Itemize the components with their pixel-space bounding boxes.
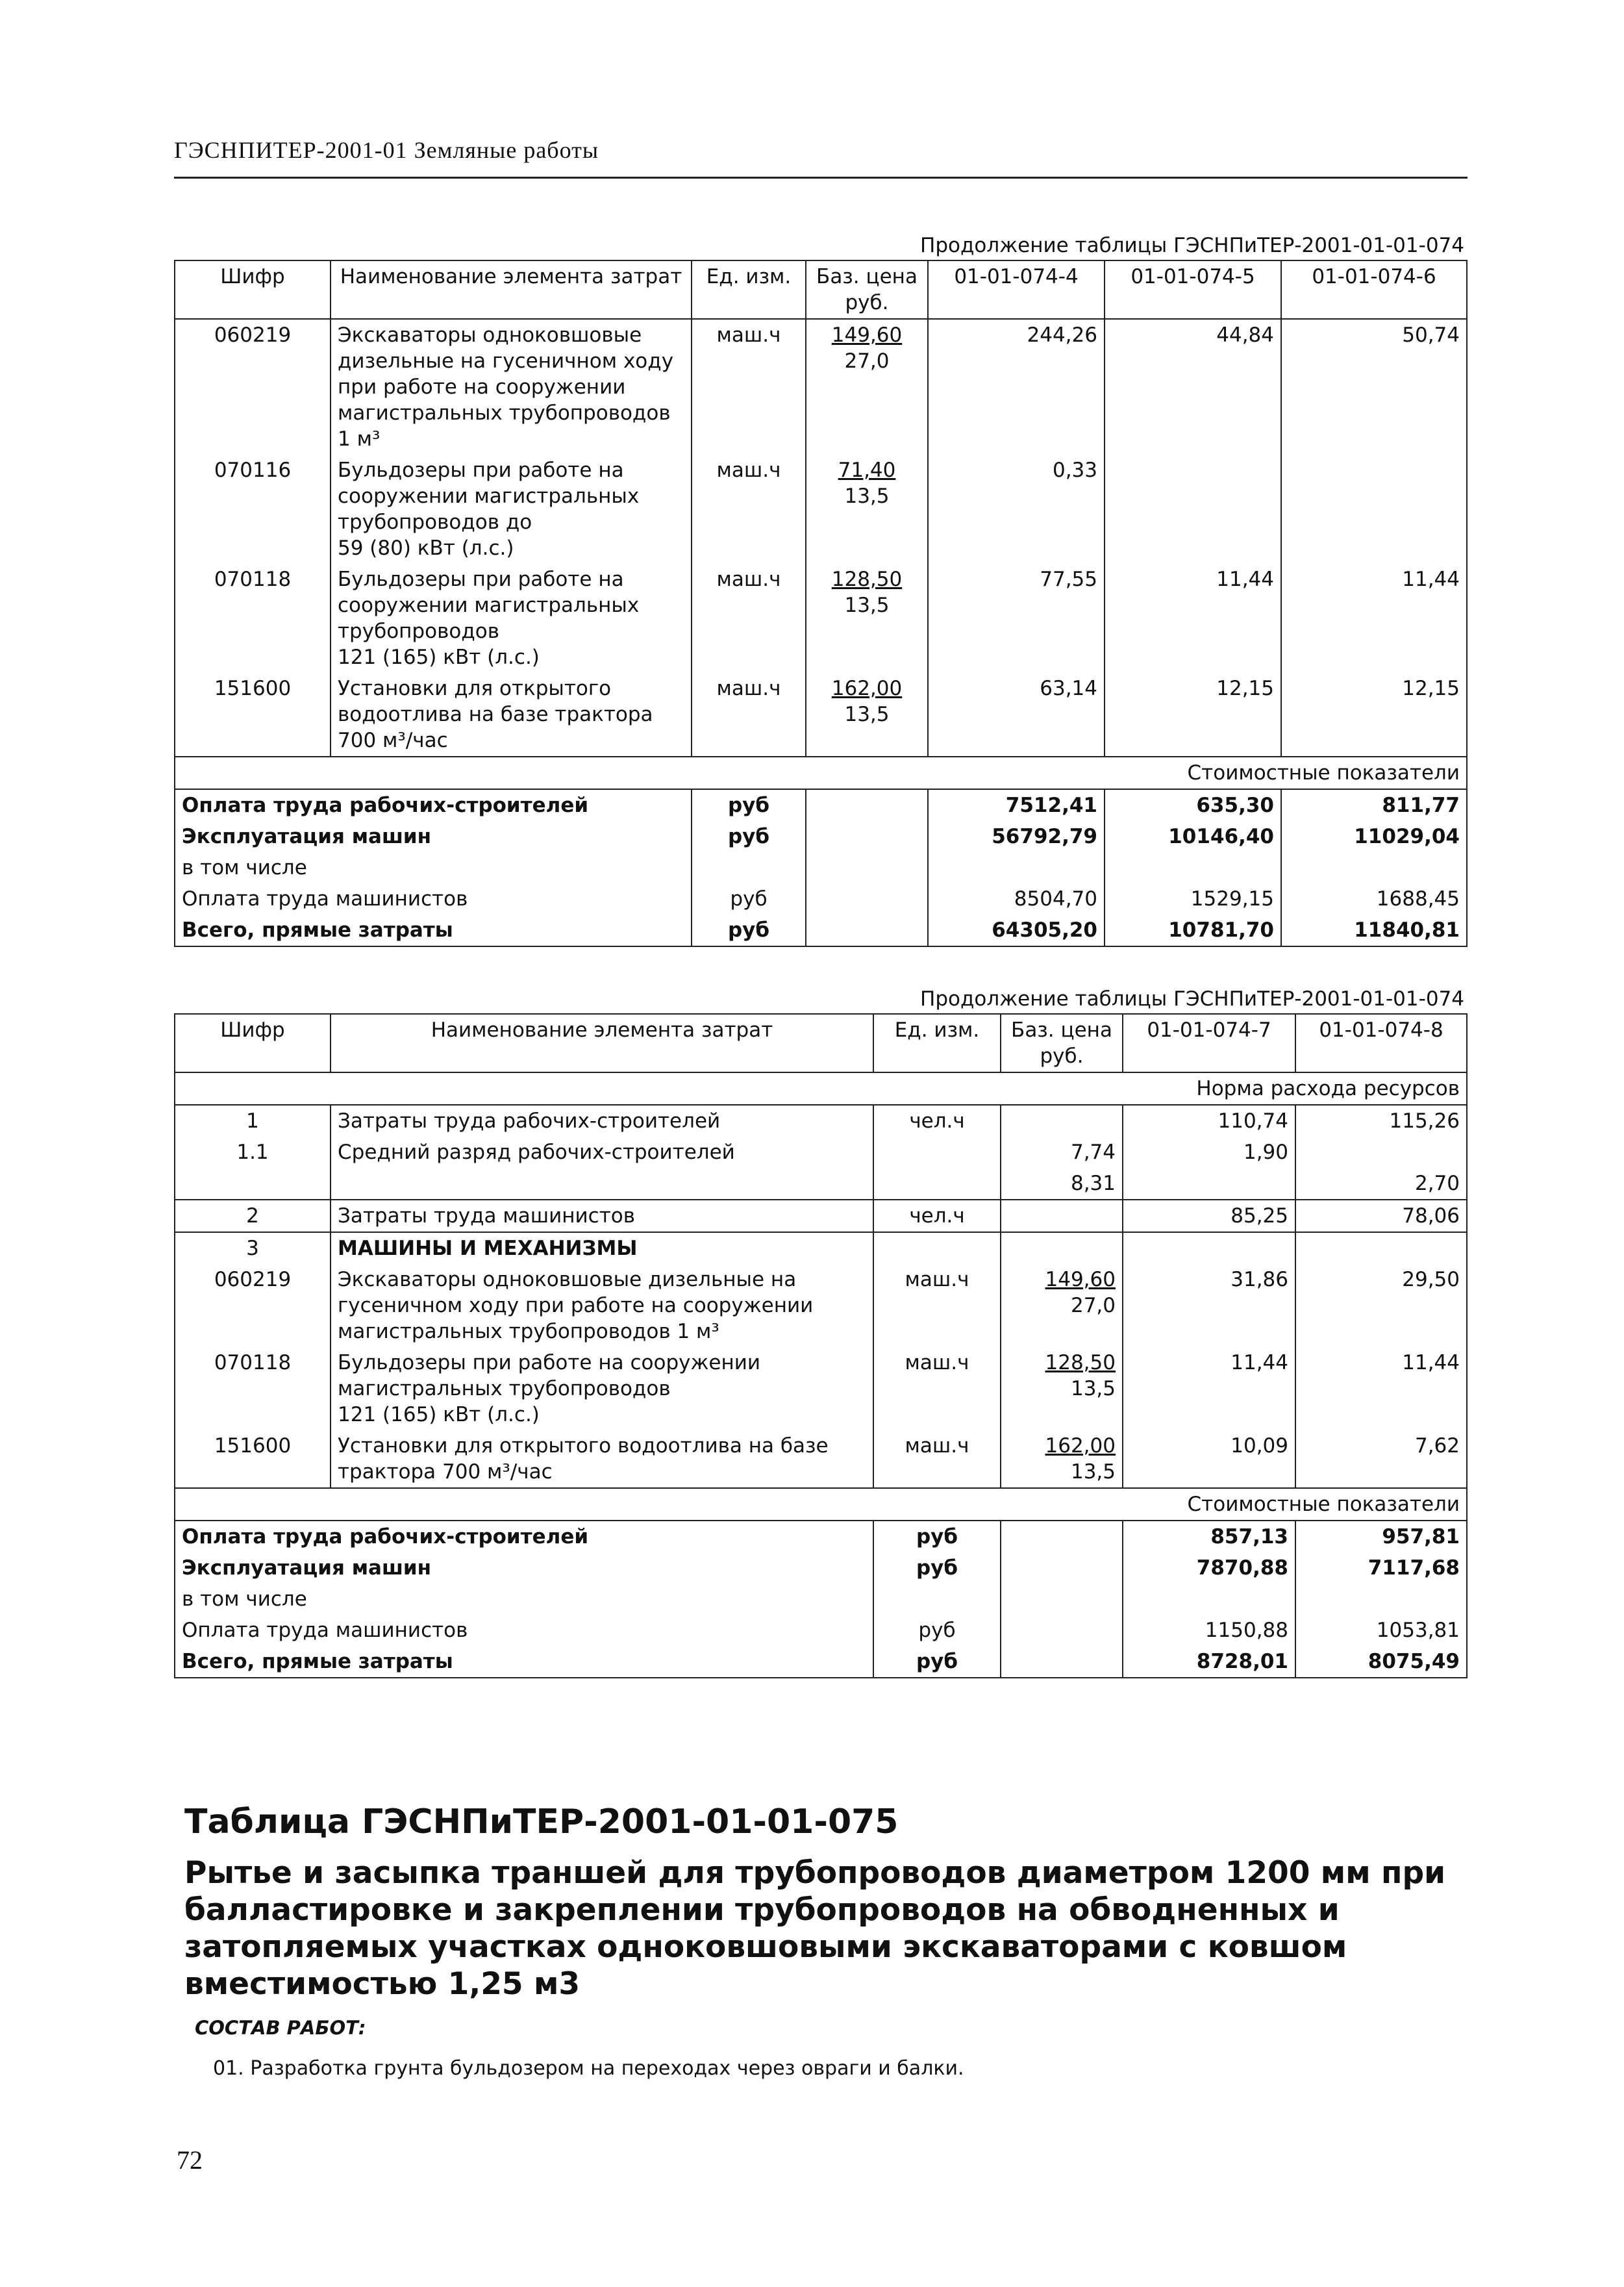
name-cell: Средний разряд рабочих-строителей	[331, 1137, 873, 1168]
value-cell: 244,26	[928, 319, 1105, 455]
base-price-cell	[806, 319, 928, 455]
cost-row	[175, 1584, 1467, 1615]
value-cell: 11,44	[1281, 564, 1467, 673]
cost-empty	[1001, 1646, 1123, 1678]
table-row	[175, 1264, 1467, 1347]
section-row	[175, 1488, 1467, 1521]
section-spacer	[175, 1488, 331, 1521]
cost-empty	[806, 915, 928, 946]
cost-value: 8075,49	[1295, 1646, 1467, 1678]
cost-row	[175, 1521, 1467, 1552]
unit-cell: маш.ч	[873, 1430, 1001, 1488]
section-spacer	[175, 1072, 331, 1105]
code-cell: 151600	[175, 673, 331, 757]
cost-unit: руб	[873, 1615, 1001, 1646]
column-header: 01-01-074-4	[928, 260, 1105, 319]
base-price-coef: 27,0	[1070, 1294, 1116, 1317]
value-cell: 29,50	[1295, 1264, 1467, 1347]
code-cell: 070118	[175, 1347, 331, 1430]
cost-row	[175, 883, 1467, 915]
cost-value: 7512,41	[928, 789, 1105, 821]
cost-name: Эксплуатация машин	[175, 821, 692, 852]
cost-value	[928, 852, 1105, 883]
section-label: Стоимостные показатели	[331, 757, 1467, 789]
base-price-cell	[1001, 1264, 1123, 1347]
base-price: 149,60	[831, 323, 903, 347]
code-cell: 060219	[175, 319, 331, 455]
base-price-cell	[806, 673, 928, 757]
base-price-coef: 13,5	[844, 594, 890, 617]
name-cell: Бульдозеры при работе на сооружении магистральных трубопроводов до 59 (80) кВт (л.с.)	[331, 455, 692, 564]
base-price-cell	[806, 455, 928, 564]
cost-empty	[806, 821, 928, 852]
name-cell: Затраты труда рабочих-строителей	[331, 1105, 873, 1137]
base-price-cell	[1001, 1137, 1123, 1168]
value-cell: 110,74	[1123, 1105, 1295, 1137]
section-label: Норма расхода ресурсов	[331, 1072, 1467, 1105]
column-header: Ед. изм.	[873, 1014, 1001, 1072]
column-header: Шифр	[175, 1014, 331, 1072]
table-row	[175, 319, 1467, 455]
unit-cell	[873, 1232, 1001, 1264]
column-header: 01-01-074-8	[1295, 1014, 1467, 1072]
cost-value: 7117,68	[1295, 1552, 1467, 1584]
cost-value: 811,77	[1281, 789, 1467, 821]
cost-value	[1295, 1584, 1467, 1615]
code-cell: 151600	[175, 1430, 331, 1488]
column-header: 01-01-074-7	[1123, 1014, 1295, 1072]
cost-value: 957,81	[1295, 1521, 1467, 1552]
section-row	[175, 1072, 1467, 1105]
cost-value: 56792,79	[928, 821, 1105, 852]
value-cell: 10,09	[1123, 1430, 1295, 1488]
value-cell: 11,44	[1105, 564, 1281, 673]
base-price-coef: 13,5	[1070, 1460, 1116, 1484]
value-cell: 78,06	[1295, 1200, 1467, 1232]
value-cell: 12,15	[1105, 673, 1281, 757]
column-header: Баз. цена руб.	[806, 260, 928, 319]
value-cell: 2,70	[1295, 1168, 1467, 1200]
base-price-coef: 27,0	[844, 349, 890, 373]
cost-name: в том числе	[175, 852, 692, 883]
cost-unit	[873, 1584, 1001, 1615]
cost-value: 1150,88	[1123, 1615, 1295, 1646]
value-cell: 11,44	[1123, 1347, 1295, 1430]
cost-empty	[806, 789, 928, 821]
unit-cell: чел.ч	[873, 1105, 1001, 1137]
unit-cell: маш.ч	[692, 564, 806, 673]
value-cell: 7,62	[1295, 1430, 1467, 1488]
section-label: Стоимостные показатели	[331, 1488, 1467, 1521]
name-cell: Бульдозеры при работе на сооружении магистральных трубопроводов 121 (165) кВт (л.с.)	[331, 564, 692, 673]
code-cell	[175, 1168, 331, 1200]
base-price: 162,00	[831, 677, 903, 700]
column-header: Наименование элемента затрат	[331, 1014, 873, 1072]
name-cell: Установки для открытого водоотлива на базе трактора 700 м³/час	[331, 673, 692, 757]
table2-caption: Продолжение таблицы ГЭСНПиТЕР-2001-01-01-074	[920, 987, 1464, 1011]
cost-value	[1281, 852, 1467, 883]
value-cell: 11,44	[1295, 1347, 1467, 1430]
cost-empty	[1001, 1521, 1123, 1552]
column-header: Шифр	[175, 260, 331, 319]
base-price: 128,50	[1045, 1351, 1116, 1374]
table-row	[175, 1200, 1467, 1232]
cost-row	[175, 915, 1467, 946]
cost-value: 635,30	[1105, 789, 1281, 821]
cost-row	[175, 1646, 1467, 1678]
value-cell	[1295, 1232, 1467, 1264]
cost-value: 10146,40	[1105, 821, 1281, 852]
value-cell: 0,33	[928, 455, 1105, 564]
cost-name: Оплата труда машинистов	[175, 1615, 873, 1646]
base-price-coef: 13,5	[844, 485, 890, 508]
value-cell: 31,86	[1123, 1264, 1295, 1347]
cost-value	[1105, 852, 1281, 883]
page-number: 72	[177, 2145, 203, 2175]
cost-row	[175, 1615, 1467, 1646]
base-price-cell	[806, 564, 928, 673]
section-subtitle: Рытье и засыпка траншей для трубопроводов диаметром 1200 мм при балластировке и закреплении трубопроводов на обводненных и затопляемых участках одноковшовыми экскаваторами с ковшом вместимостью 1,25 м3	[184, 1855, 1446, 2002]
cost-unit: руб	[873, 1521, 1001, 1552]
cost-unit: руб	[692, 883, 806, 915]
value-cell	[1105, 455, 1281, 564]
base-price-cell	[1001, 1168, 1123, 1200]
value-cell	[1295, 1137, 1467, 1168]
cost-unit: руб	[692, 789, 806, 821]
cost-empty	[1001, 1552, 1123, 1584]
code-cell: 2	[175, 1200, 331, 1232]
value-cell: 115,26	[1295, 1105, 1467, 1137]
unit-cell: маш.ч	[692, 319, 806, 455]
base-price-cell	[1001, 1430, 1123, 1488]
column-header: Баз. цена руб.	[1001, 1014, 1123, 1072]
base-price-cell	[1001, 1105, 1123, 1137]
cost-name: Всего, прямые затраты	[175, 1646, 873, 1678]
value-cell: 1,90	[1123, 1137, 1295, 1168]
name-cell: Установки для открытого водоотлива на базе трактора 700 м³/час	[331, 1430, 873, 1488]
value-cell	[1281, 455, 1467, 564]
cost-value: 11029,04	[1281, 821, 1467, 852]
column-header: Ед. изм.	[692, 260, 806, 319]
column-header: 01-01-074-6	[1281, 260, 1467, 319]
cost-unit: руб	[692, 915, 806, 946]
cost-row	[175, 821, 1467, 852]
cost-value: 8504,70	[928, 883, 1105, 915]
cost-value	[1123, 1584, 1295, 1615]
cost-name: в том числе	[175, 1584, 873, 1615]
cost-value: 857,13	[1123, 1521, 1295, 1552]
cost-unit: руб	[873, 1646, 1001, 1678]
unit-cell: маш.ч	[692, 673, 806, 757]
cost-unit: руб	[873, 1552, 1001, 1584]
cost-value: 64305,20	[928, 915, 1105, 946]
base-price: 149,60	[1045, 1268, 1116, 1291]
table-row	[175, 1232, 1467, 1264]
cost-empty	[806, 852, 928, 883]
cost-empty	[1001, 1615, 1123, 1646]
name-cell	[331, 1168, 873, 1200]
table-header-row	[175, 260, 1467, 319]
running-header: ГЭСНПИТЕР-2001-01 Земляные работы	[174, 137, 599, 163]
cost-empty	[1001, 1584, 1123, 1615]
value-cell: 44,84	[1105, 319, 1281, 455]
table-row	[175, 1347, 1467, 1430]
name-cell: Экскаваторы одноковшовые дизельные на гусеничном ходу при работе на сооружении магистральных трубопроводов 1 м³	[331, 1264, 873, 1347]
cost-row	[175, 852, 1467, 883]
sostav-item: 01. Разработка грунта бульдозером на переходах через овраги и балки.	[213, 2057, 964, 2080]
base-price: 128,50	[831, 568, 903, 591]
unit-cell: маш.ч	[873, 1264, 1001, 1347]
sostav-label: СОСТАВ РАБОТ:	[195, 2017, 366, 2039]
cost-value: 10781,70	[1105, 915, 1281, 946]
base-price: 162,00	[1045, 1434, 1116, 1458]
value-cell	[1123, 1168, 1295, 1200]
code-cell: 070116	[175, 455, 331, 564]
value-cell: 85,25	[1123, 1200, 1295, 1232]
cost-empty	[806, 883, 928, 915]
cost-name: Оплата труда рабочих-строителей	[175, 789, 692, 821]
cost-unit: руб	[692, 821, 806, 852]
section-title: Таблица ГЭСНПиТЕР-2001-01-01-075	[184, 1802, 899, 1841]
unit-cell: чел.ч	[873, 1200, 1001, 1232]
code-cell: 060219	[175, 1264, 331, 1347]
base-price: 7,74	[1070, 1141, 1116, 1164]
cost-value: 11840,81	[1281, 915, 1467, 946]
section-row	[175, 757, 1467, 789]
cost-name: Эксплуатация машин	[175, 1552, 873, 1584]
table-header-row	[175, 1014, 1467, 1072]
base-price-cell	[1001, 1347, 1123, 1430]
column-header: Наименование элемента затрат	[331, 260, 692, 319]
code-cell: 1.1	[175, 1137, 331, 1168]
code-cell: 1	[175, 1105, 331, 1137]
table1-caption: Продолжение таблицы ГЭСНПиТЕР-2001-01-01-074	[920, 234, 1464, 257]
table-row	[175, 1430, 1467, 1488]
section-spacer	[175, 757, 331, 789]
cost-name: Оплата труда машинистов	[175, 883, 692, 915]
name-cell: Затраты труда машинистов	[331, 1200, 873, 1232]
name-cell: МАШИНЫ И МЕХАНИЗМЫ	[331, 1232, 873, 1264]
code-cell: 070118	[175, 564, 331, 673]
unit-cell: маш.ч	[873, 1347, 1001, 1430]
column-header: 01-01-074-5	[1105, 260, 1281, 319]
name-cell: Экскаваторы одноковшовые дизельные на гусеничном ходу при работе на сооружении магистральных трубопроводов 1 м³	[331, 319, 692, 455]
code-cell: 3	[175, 1232, 331, 1264]
cost-value: 7870,88	[1123, 1552, 1295, 1584]
table2	[174, 1013, 1468, 1678]
cost-row	[175, 1552, 1467, 1584]
value-cell: 63,14	[928, 673, 1105, 757]
base-price-cell	[1001, 1200, 1123, 1232]
cost-name: Всего, прямые затраты	[175, 915, 692, 946]
cost-value: 1688,45	[1281, 883, 1467, 915]
unit-cell: маш.ч	[692, 455, 806, 564]
cost-row	[175, 789, 1467, 821]
base-price-cell	[1001, 1232, 1123, 1264]
base-price: 71,40	[838, 459, 896, 482]
cost-name: Оплата труда рабочих-строителей	[175, 1521, 873, 1552]
header-rule	[174, 177, 1468, 179]
value-cell	[1123, 1232, 1295, 1264]
table-row	[175, 673, 1467, 757]
value-cell: 77,55	[928, 564, 1105, 673]
table-row	[175, 1105, 1467, 1137]
base-price: 8,31	[1070, 1172, 1116, 1195]
table-row	[175, 1137, 1467, 1168]
table-row	[175, 1168, 1467, 1200]
cost-value: 1053,81	[1295, 1615, 1467, 1646]
cost-value: 1529,15	[1105, 883, 1281, 915]
base-price-coef: 13,5	[1070, 1377, 1116, 1400]
name-cell: Бульдозеры при работе на сооружении магистральных трубопроводов 121 (165) кВт (л.с.)	[331, 1347, 873, 1430]
cost-unit	[692, 852, 806, 883]
table-row	[175, 564, 1467, 673]
unit-cell	[873, 1137, 1001, 1168]
value-cell: 12,15	[1281, 673, 1467, 757]
base-price-coef: 13,5	[844, 703, 890, 726]
table-row	[175, 455, 1467, 564]
table1	[174, 260, 1468, 947]
value-cell: 50,74	[1281, 319, 1467, 455]
cost-value: 8728,01	[1123, 1646, 1295, 1678]
unit-cell	[873, 1168, 1001, 1200]
